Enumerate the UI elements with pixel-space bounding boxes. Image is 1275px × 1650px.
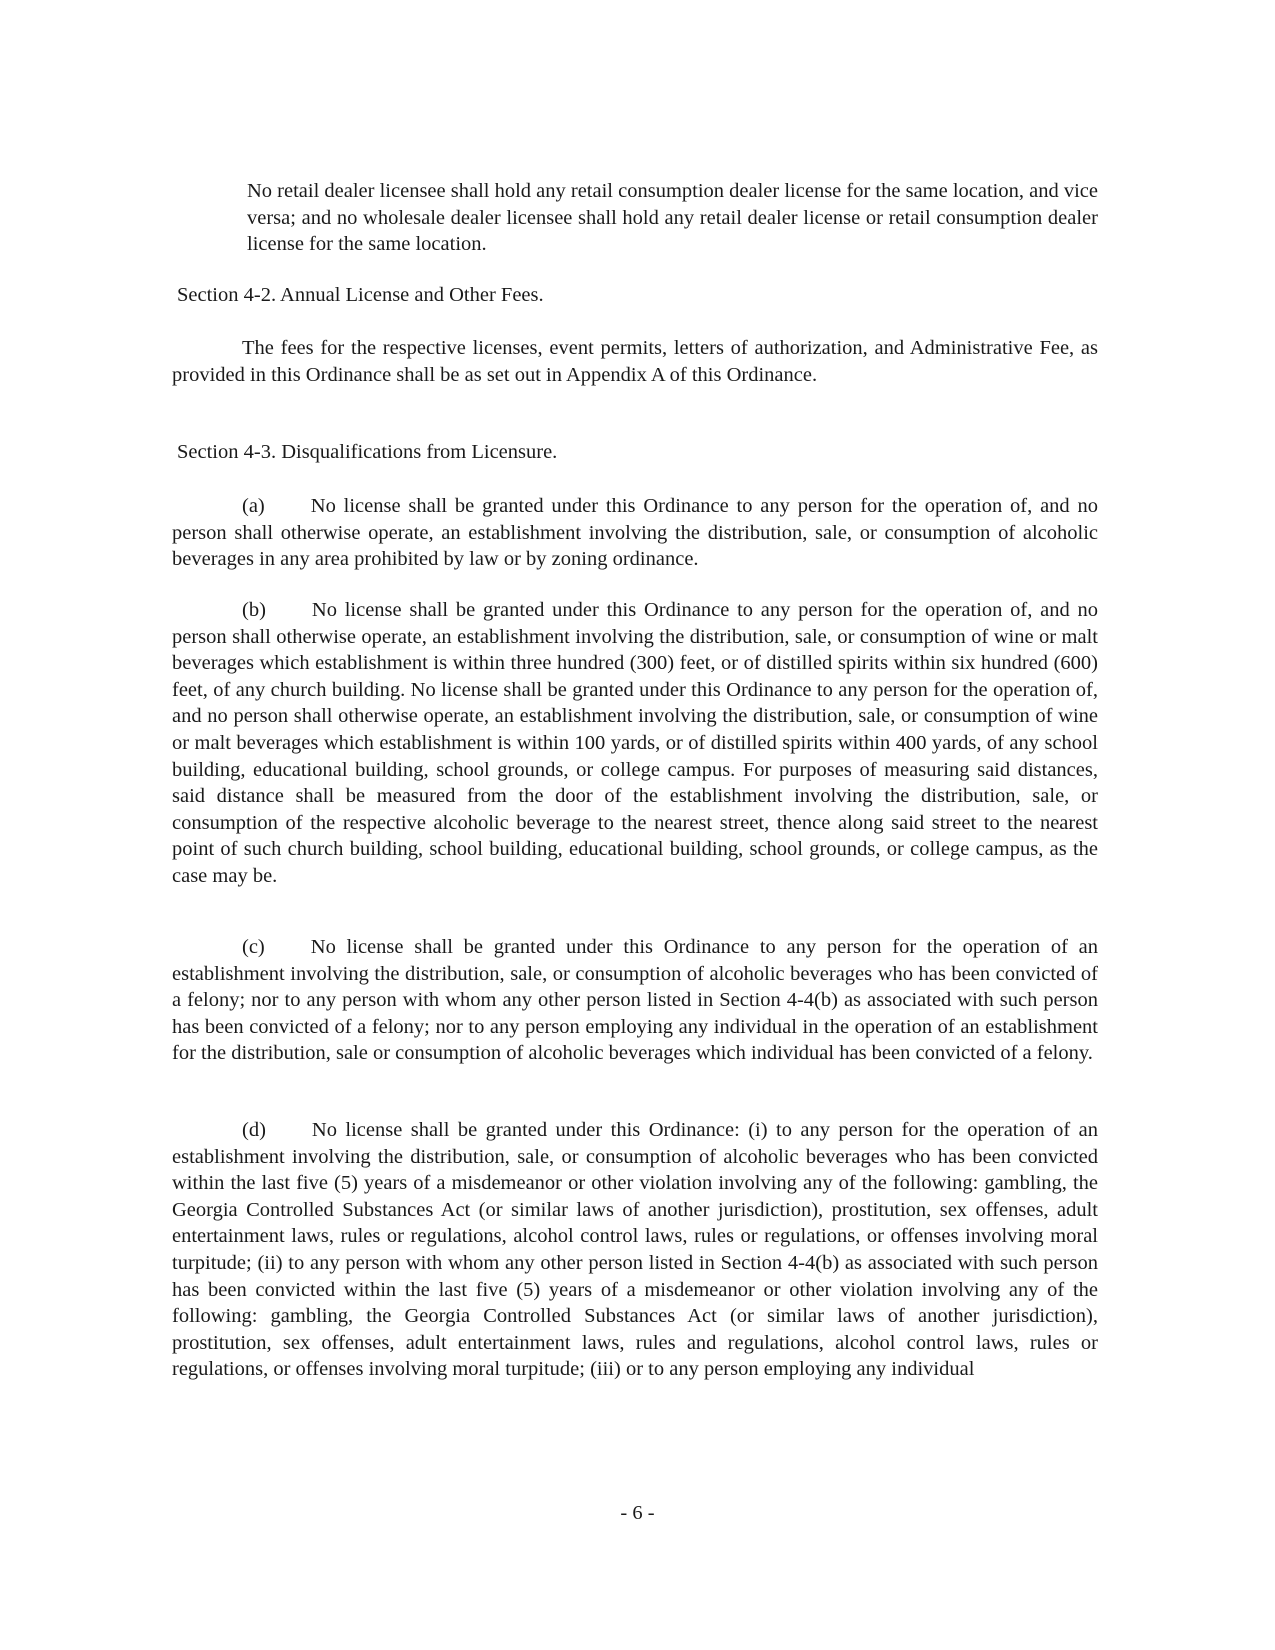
subsection-d-text: No license shall be granted under this Ordinance: (i) to any person for the operation of an establishment involving the distribution, sale, or consumption of alcoholic beverages who has been convicted within the last five (5) years of a misdemeanor or other violation involving any of the following: gambling, the Georgia Controlled Substances Act (or similar laws of another jurisdiction), prostitution, sex offenses, adult entertainment laws, rules or regulations, alcohol control laws, rules or regulations, or offenses involving moral turpitude; (ii) to any person with whom any other person listed in Section 4-4(b) as associated with such person has been convicted within the last five (5) years of a misdemeanor or other violation involving any of the following: gambling, the Georgia Controlled Substances Act (or similar laws of another jurisdiction), prostitution, sex offenses, adult entertainment laws, rules and regulations, alcohol control laws, rules or regulations, or offenses involving moral turpitude; (iii) or to any person employing any individual	[172, 1119, 1098, 1381]
paragraph-retail-dealer-restriction: No retail dealer licensee shall hold any retail consumption dealer license for the same location, and vice versa; and no wholesale dealer licensee shall hold any retail dealer license or retail consumption dealer license for the same location.	[247, 180, 1098, 256]
subsection-b-label: (b)	[242, 599, 266, 621]
section-4-3-heading: Section 4-3. Disqualifications from Licensure.	[177, 441, 558, 463]
subsection-c-label: (c)	[242, 936, 265, 958]
section-4-2-heading: Section 4-2. Annual License and Other Fees.	[177, 284, 544, 306]
subsection-a-label: (a)	[242, 495, 265, 517]
subsection-d-label: (d)	[242, 1119, 266, 1141]
subsection-c	[172, 934, 1098, 1067]
subsection-a-text: No license shall be granted under this Ordinance to any person for the operation of, and no person shall otherwise operate, an establishment involving the distribution, sale, or consumption of alcoholic beverages in any area prohibited by law or by zoning ordinance.	[172, 495, 1098, 571]
section-4-2-body: The fees for the respective licenses, event permits, letters of authorization, and Administrative Fee, as provided in this Ordinance shall be as set out in Appendix A of this Ordinance.	[172, 337, 1098, 386]
page-number: - 6 -	[620, 1502, 655, 1524]
subsection-a	[172, 493, 1098, 573]
subsection-d	[172, 1117, 1098, 1383]
subsection-b-text: No license shall be granted under this Ordinance to any person for the operation of, and no person shall otherwise operate, an establishment involving the distribution, sale, or consumption of wine or malt beverages which establishment is within three hundred (300) feet, or of distilled spirits within six hundred (600) feet, of any church building. No license shall be granted under this Ordinance to any person for the operation of, and no person shall otherwise operate, an establishment involving the distribution, sale, or consumption of wine or malt beverages which establishment is within 100 yards, or of distilled spirits within 400 yards, of any school building, educational building, school grounds, or college campus. For purposes of measuring said distances, said distance shall be measured from the door of the establishment involving the distribution, sale, or consumption of the respective alcoholic beverage to the nearest street, thence along said street to the nearest point of such church building, school building, educational building, school grounds, or college campus, as the case may be.	[172, 599, 1098, 887]
subsection-c-text: No license shall be granted under this Ordinance to any person for the operation of an establishment involving the distribution, sale, or consumption of alcoholic beverages who has been convicted of a felony; nor to any person with whom any other person listed in Section 4-4(b) as associated with such person has been convicted of a felony; nor to any person employing any individual in the operation of an establishment for the distribution, sale or consumption of alcoholic beverages which individual has been convicted of a felony.	[172, 936, 1098, 1065]
subsection-b	[172, 597, 1098, 890]
